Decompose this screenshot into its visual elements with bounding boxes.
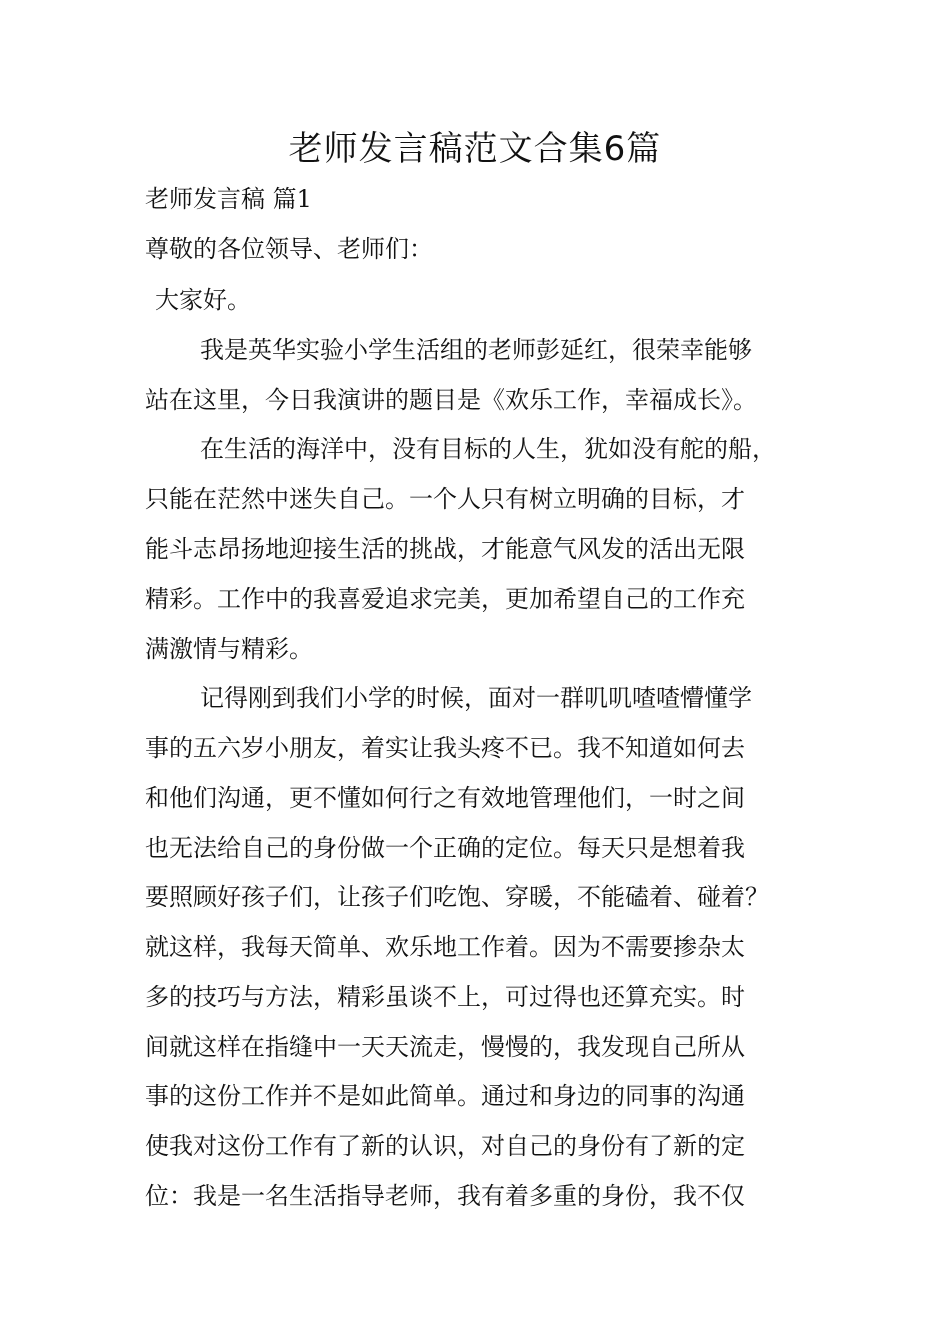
paragraph-line: 也无法给自己的身份做一个正确的定位。每天只是想着我 — [145, 834, 745, 862]
paragraph-line: 在生活的海洋中，没有目标的人生，犹如没有舵的船， — [200, 435, 776, 463]
paragraph-line: 和他们沟通，更不懂如何行之有效地管理他们，一时之间 — [145, 784, 745, 812]
paragraph-line: 记得刚到我们小学的时候，面对一群叽叽喳喳懵懂学 — [200, 684, 752, 712]
paragraph-line: 间就这样在指缝中一天天流走，慢慢的，我发现自己所从 — [145, 1033, 745, 1061]
paragraph-line: 我是英华实验小学生活组的老师彭延红，很荣幸能够 — [200, 336, 752, 364]
paragraph-line: 站在这里，今日我演讲的题目是《欢乐工作，幸福成长》。 — [145, 386, 757, 414]
paragraph-line: 要照顾好孩子们，让孩子们吃饱、穿暖，不能磕着、碰着？ — [145, 883, 769, 911]
section-heading: 老师发言稿 篇1 — [145, 185, 312, 213]
paragraph-line: 满激情与精彩。 — [145, 635, 313, 663]
salutation-line: 尊敬的各位领导、老师们： — [145, 235, 433, 263]
paragraph-line: 多的技巧与方法，精彩虽谈不上，可过得也还算充实。时 — [145, 983, 745, 1011]
paragraph-line: 精彩。工作中的我喜爱追求完美，更加希望自己的工作充 — [145, 585, 745, 613]
paragraph-line: 位：我是一名生活指导老师，我有着多重的身份，我不仅 — [145, 1182, 745, 1210]
paragraph-line: 事的这份工作并不是如此简单。通过和身边的同事的沟通 — [145, 1082, 745, 1110]
paragraph-line: 能斗志昂扬地迎接生活的挑战，才能意气风发的活出无限 — [145, 535, 745, 563]
document-title: 老师发言稿范文合集6篇 — [288, 129, 662, 169]
paragraph-line: 使我对这份工作有了新的认识，对自己的身份有了新的定 — [145, 1132, 745, 1160]
paragraph-line: 只能在茫然中迷失自己。一个人只有树立明确的目标，才 — [145, 485, 745, 513]
paragraph-line: 就这样，我每天简单、欢乐地工作着。因为不需要掺杂太 — [145, 933, 745, 961]
paragraph-line: 事的五六岁小朋友，着实让我头疼不已。我不知道如何去 — [145, 734, 745, 762]
greeting-line: 大家好。 — [155, 286, 251, 314]
